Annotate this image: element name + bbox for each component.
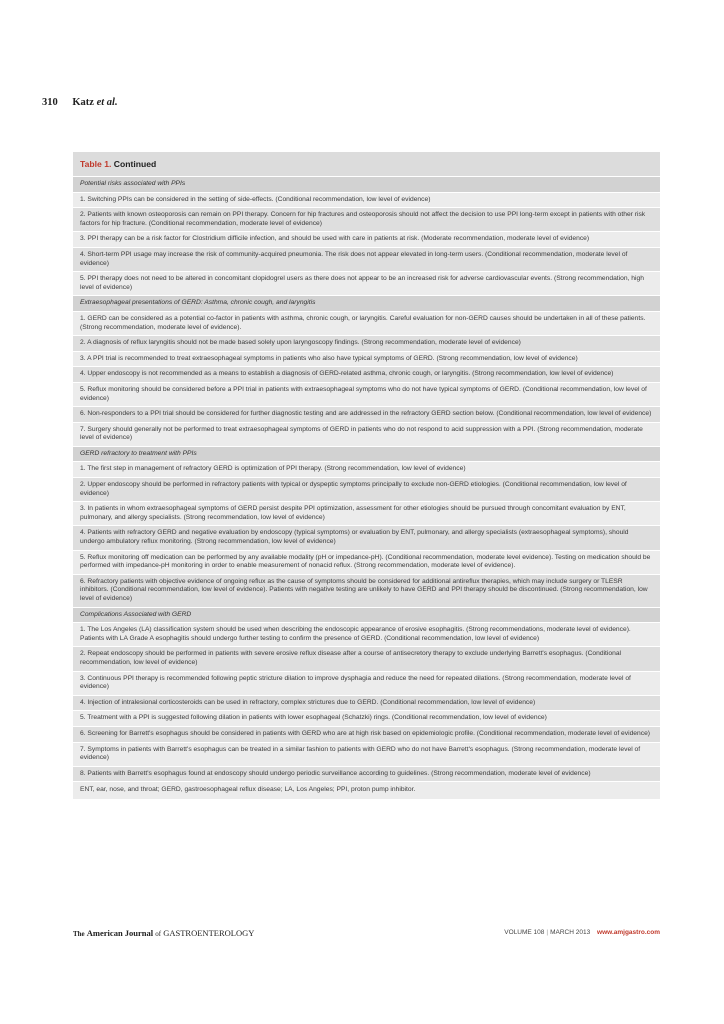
journal-of: of xyxy=(155,930,162,938)
recommendation-row: 7. Surgery should generally not be performed to treat extraesophageal symptoms of GERD in patients who do not respond to acid suppression with a PPI. (Strong recommendation, moderate level of evidence) xyxy=(73,422,660,446)
recommendations-table xyxy=(73,152,660,799)
table-body xyxy=(73,176,660,781)
issue-date: MARCH 2013 xyxy=(550,929,591,936)
recommendation-row: 4. Short-term PPI usage may increase the risk of community-acquired pneumonia. The risk does not appear elevated in long-term users. (Conditional recommendation, moderate level of evidence) xyxy=(73,247,660,271)
table-title-text: Continued xyxy=(113,159,157,169)
journal-title: American Journal xyxy=(86,928,154,938)
journal-field: GASTROENTEROLOGY xyxy=(163,928,255,938)
recommendation-row: 2. Repeat endoscopy should be performed in patients with severe erosive reflux disease after a course of antisecretory therapy to exclude underlying Barrett's esophagus. (Conditional recommendation, low level of evidence) xyxy=(73,646,660,670)
table-footnote: ENT, ear, nose, and throat; GERD, gastroesophageal reflux disease; LA, Los Angeles; PPI, proton pump inhibitor. xyxy=(73,781,660,799)
journal-url[interactable]: www.amjgastro.com xyxy=(597,929,660,936)
recommendation-row: 6. Non-responders to a PPI trial should be considered for further diagnostic testing and are addressed in the refractory GERD section below. (Conditional recommendation, low level of evidence) xyxy=(73,406,660,422)
journal-name xyxy=(73,928,254,938)
page-footer xyxy=(73,928,660,940)
table-number: Table 1. xyxy=(80,159,112,169)
recommendation-row: 1. The Los Angeles (LA) classification system should be used when describing the endoscopic appearance of erosive esophagitis. (Strong recommendations, moderate level of evidence). Patients with LA Grade A esophagitis should undergo further testing to confirm the presence of GERD. (Conditional recommendation, low level of evidence) xyxy=(73,622,660,646)
recommendation-row: 3. A PPI trial is recommended to treat extraesophageal symptoms in patients who also have typical symptoms of GERD. (Strong recommendation, low level of evidence) xyxy=(73,351,660,367)
recommendation-row: 6. Refractory patients with objective evidence of ongoing reflux as the cause of symptoms should be considered for additional antireflux therapies, which may include surgery or TLESR inhibitors. (Conditional recommendation, low level of evidence). Patients with negative testing are unlikely to have GERD and PPI therapy should be discontinued. (Strong recommendation, low level of evidence) xyxy=(73,574,660,607)
recommendation-row: 5. Reflux monitoring off medication can be performed by any available modality (pH or impedance-pH). (Conditional recommendation, moderate level evidence). Testing on medication should be performed with impedance-pH monitoring in order to enable measurement of nonacid reflux. (Strong recommendation, moderate level of evidence). xyxy=(73,550,660,574)
recommendation-row: 4. Patients with refractory GERD and negative evaluation by endoscopy (typical symptoms) or evaluation by ENT, pulmonary, and allergy specialists (extraesophageal symptoms), should undergo ambulatory reflux monitoring. (Strong recommendation, low level of evidence) xyxy=(73,525,660,549)
volume-number: VOLUME 108 xyxy=(504,929,545,936)
issue-info: VOLUME 108 | MARCH 2013 www.amjgastro.com xyxy=(504,929,660,936)
recommendation-row: 5. Reflux monitoring should be considered before a PPI trial in patients with extraesophageal symptoms who do not have typical symptoms of GERD. (Conditional recommendation, low level of evidence) xyxy=(73,382,660,406)
author-name: Katz xyxy=(72,97,94,108)
recommendation-row: 4. Upper endoscopy is not recommended as a means to establish a diagnosis of GERD-related asthma, chronic cough, or laryngitis. (Strong recommendation, low level of evidence) xyxy=(73,366,660,382)
author-etal: et al. xyxy=(96,97,118,108)
journal-the: The xyxy=(73,930,85,938)
recommendation-row: 5. PPI therapy does not need to be altered in concomitant clopidogrel users as there does not appear to be an increased risk for adverse cardiovascular events. (Strong recommendation, high level of evidence) xyxy=(73,271,660,295)
recommendation-row: 5. Treatment with a PPI is suggested following dilation in patients with lower esophageal (Schatzki) rings. (Conditional recommendation, low level of evidence) xyxy=(73,710,660,726)
section-heading: GERD refractory to treatment with PPIs xyxy=(73,446,660,462)
recommendation-row: 8. Patients with Barrett's esophagus found at endoscopy should undergo periodic surveillance according to guidelines. (Strong recommendation, moderate level of evidence) xyxy=(73,766,660,782)
recommendation-row: 1. Switching PPIs can be considered in the setting of side-effects. (Conditional recommendation, low level of evidence) xyxy=(73,192,660,208)
table-title xyxy=(73,152,660,176)
section-heading: Extraesophageal presentations of GERD: Asthma, chronic cough, and laryngitis xyxy=(73,295,660,311)
section-heading: Complications Associated with GERD xyxy=(73,607,660,623)
recommendation-row: 3. In patients in whom extraesophageal symptoms of GERD persist despite PPI optimization, assessment for other etiologies should be pursued through concomitant evaluation by ENT, pulmonary, and allergy specialists. (Strong recommendation, low level of evidence) xyxy=(73,501,660,525)
page-number: 310 xyxy=(42,97,58,108)
recommendation-row: 2. Patients with known osteoporosis can remain on PPI therapy. Concern for hip fractures and osteoporosis should not affect the decision to use PPI long-term except in patients with other risk factors for hip fracture. (Conditional recommendation, moderate level of evidence) xyxy=(73,207,660,231)
recommendation-row: 3. Continuous PPI therapy is recommended following peptic stricture dilation to improve dysphagia and reduce the need for repeated dilations. (Strong recommendation, moderate level of evidence) xyxy=(73,671,660,695)
recommendation-row: 4. Injection of intralesional corticosteroids can be used in refractory, complex strictures due to GERD. (Conditional recommendation, low level of evidence) xyxy=(73,695,660,711)
recommendation-row: 2. Upper endoscopy should be performed in refractory patients with typical or dyspeptic symptoms principally to exclude non-GERD etiologies. (Conditional recommendation, low level of evidence) xyxy=(73,477,660,501)
recommendation-row: 6. Screening for Barrett's esophagus should be considered in patients with GERD who are at high risk based on epidemiologic profile. (Conditional recommendation, moderate level of evidence) xyxy=(73,726,660,742)
running-header xyxy=(42,97,118,108)
recommendation-row: 2. A diagnosis of reflux laryngitis should not be made based solely upon laryngoscopy findings. (Strong recommendation, moderate level of evidence) xyxy=(73,335,660,351)
recommendation-row: 3. PPI therapy can be a risk factor for Clostridium difficile infection, and should be used with care in patients at risk. (Moderate recommendation, moderate level of evidence) xyxy=(73,231,660,247)
recommendation-row: 1. GERD can be considered as a potential co-factor in patients with asthma, chronic cough, or laryngitis. Careful evaluation for non-GERD causes should be undertaken in all of these patients. (Strong recommendation, moderate level of evidence). xyxy=(73,311,660,335)
section-heading: Potential risks associated with PPIs xyxy=(73,176,660,192)
recommendation-row: 1. The first step in management of refractory GERD is optimization of PPI therapy. (Strong recommendation, low level of evidence) xyxy=(73,461,660,477)
recommendation-row: 7. Symptoms in patients with Barrett's esophagus can be treated in a similar fashion to patients with GERD who do not have Barrett's esophagus. (Strong recommendation, moderate level of evidence) xyxy=(73,742,660,766)
